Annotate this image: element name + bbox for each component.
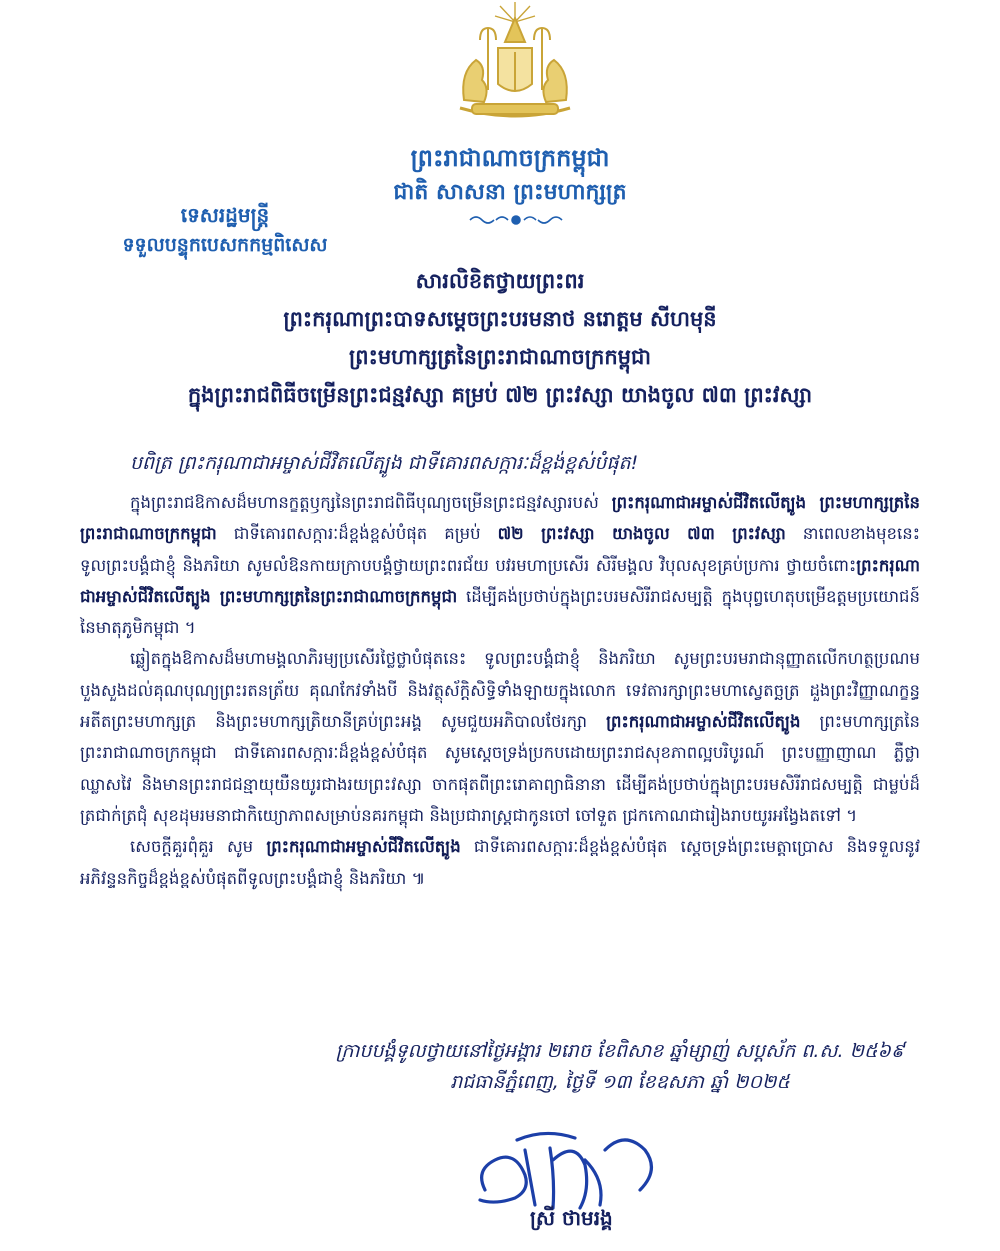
sender-title: ទេសរដ្ឋមន្ត្រី — [180, 203, 270, 227]
kingdom-header — [360, 140, 660, 210]
p3-text-c: ជាទីគោរពសក្ការៈដ៏ខ្ពង់ខ្ពស់បំផុត ស្តេចទ្រង់ព្រះមេត្តាប្រោស និងទទួលនូវអភិវន្ទនកិច្ចដ៏ខ្ពង់ខ្ពស់បំផុតពីទូលព្រះបង្គំជាខ្ញុំ និងភរិយា ៕ — [80, 837, 921, 888]
letter-title — [80, 262, 920, 414]
title-line-1: សារលិខិតថ្វាយព្រះពរ — [415, 269, 585, 293]
p3-text-a: សេចក្តីគួរពុំគួរ សូម — [130, 837, 267, 857]
p1-text-a: ក្នុងព្រះរាជឱកាសដ៏មហានក្ខត្តឫក្សនៃព្រះរាជពិធីបុណ្យចម្រើនព្រះជន្មវស្សារបស់ — [130, 493, 612, 512]
sender-office: ទទួលបន្ទុកបេសកកម្មពិសេស — [122, 234, 328, 256]
title-line-2: ព្រះករុណាព្រះបាទសម្តេចព្រះបរមនាថ នរោត្តម សីហមុនី — [283, 307, 717, 331]
signer-name: ស្រី ថាមរង្គ — [530, 1206, 613, 1230]
lunar-date-line: ក្រាបបង្គំទូលថ្វាយនៅថ្ងៃអង្គារ ២រោច ខែពិសាខ ឆ្នាំម្សាញ់ សប្តស័ក ព.ស. ២៥៦៩ — [335, 1040, 905, 1062]
kingdom-name: ព្រះរាជាណាចក្រកម្ពុជា — [410, 144, 610, 172]
title-line-4: ក្នុងព្រះរាជពិធីចម្រើនព្រះជន្មវស្សា គម្រប់ ៧២ ព្រះវស្សា យាងចូល ៧៣ ព្រះវស្សា — [187, 383, 813, 407]
p1-bold-b: ព្រះករុណាជាអម្ចាស់ជីវិតលើត្បូង ព្រះមហាក្សត្រនៃព្រះរាជាណាចក្រកម្ពុជា — [80, 493, 920, 544]
sender-block — [95, 200, 355, 260]
p3-bold-b: ព្រះករុណាជាអម្ចាស់ជីវិតលើត្បូង — [266, 837, 461, 857]
title-line-3: ព្រះមហាក្សត្រនៃព្រះរាជាណាចក្រកម្ពុជា — [349, 345, 651, 369]
dateline — [290, 1036, 950, 1098]
p2-text-c: ព្រះមហាក្សត្រនៃព្រះរាជាណាចក្រកម្ពុជា ជាទីគោរពសក្ការៈដ៏ខ្ពង់ខ្ពស់បំផុត សូមស្តេចទ្រង់ប្រកបដោយព្រះរាជសុខភាពល្អបរិបូរណ៍ ព្រះបញ្ញាញាណ ភ្លឺថ្លាឈ្លាសវៃ និងមានព្រះរាជជន្មាយុយឺនយូរជាងរយព្រះវស្សា ចាកផុតពីព្រះរោគាព្យាធិនានា ដើម្បីគង់ប្រថាប់ក្នុងព្រះបរមសិរីរាជសម្បត្តិ ជាម្លប់ដ៏ត្រជាក់ត្រជុំ សុខដុមរមនាជាកិយ្យោភាពសម្រាប់នគរកម្ពុជា និងប្រជារាស្ត្រជាកូនចៅ ចៅទួត ជ្រកកោណជារៀងរាបយូរអង្វែងតទៅ ។ — [80, 712, 921, 825]
paragraph-3 — [80, 831, 920, 894]
ornament-divider — [468, 212, 564, 228]
p1-bold-f: ព្រះករុណាជាអម្ចាស់ជីវិតលើត្បូង ព្រះមហាក្សត្រនៃព្រះរាជាណាចក្រកម្ពុជា — [80, 555, 920, 606]
p1-text-c: ជាទីគោរពសក្ការៈដ៏ខ្ពង់ខ្ពស់បំផុត គម្រប់ — [216, 524, 498, 544]
national-motto: ជាតិ សាសនា ព្រះមហាក្សត្រ — [393, 180, 627, 205]
salutation: បពិត្រ ព្រះករុណាជាអម្ចាស់ជីវិតលើត្បូង ជាទីគោរពសក្ការៈដ៏ខ្ពង់ខ្ពស់បំផុត! — [130, 452, 639, 474]
paragraph-1 — [80, 487, 920, 643]
paragraph-2 — [80, 643, 920, 831]
p2-bold-b: ព្រះករុណាជាអម្ចាស់ជីវិតលើត្បូង — [606, 712, 801, 732]
p1-text-e: នាពេលខាងមុខនេះ ទូលព្រះបង្គំជាខ្ញុំ និងភរិយា សូមលំឱនកាយក្រាបបង្គំថ្វាយព្រះពរជ័យ បវរមហាប្រសើរ សិរីមង្គល វិបុលសុខគ្រប់ប្រការ ថ្វាយចំពោះ — [80, 524, 920, 575]
p1-bold-d: ៧២ ព្រះវស្សា យាងចូល ៧៣ ព្រះវស្សា — [497, 524, 786, 544]
p2-text-a: ឆ្លៀតក្នុងឱកាសដ៏មហាមង្គលាភិរម្យប្រសើរថ្លៃថ្លាបំផុតនេះ ទូលព្រះបង្គំជាខ្ញុំ និងភរិយា សូមព្រះបរមរាជានុញ្ញាតលើកហត្ថប្រណមបួងសួងដល់គុណបុណ្យព្រះរតនត្រ័យ គុណកែវទាំងបី និងវត្ថុស័ក្តិសិទ្ធិទាំងឡាយក្នុងលោក ទេវតារក្សាព្រះមហាស្វេតច្ឆត្រ ដួងព្រះវិញ្ញាណក្ខន្ធអតីតព្រះមហាក្សត្រ និងព្រះមហាក្សត្រិយានីគ្រប់ព្រះអង្គ សូមជួយអភិបាលថែរក្សា — [80, 649, 920, 732]
letter-body — [80, 487, 920, 894]
place-date-line: រាជធានីភ្នំពេញ, ថ្ងៃទី ១៣ ខែឧសភា ឆ្នាំ ២០២៥ — [450, 1071, 790, 1093]
p1-text-g: ដើម្បីគង់ប្រថាប់ក្នុងព្រះបរមសិរីរាជសម្បត្តិ ក្នុងបុព្វហេតុបម្រើឧត្តមប្រយោជន៍នៃមាតុភូមិកម្ពុជា ។ — [80, 586, 920, 638]
royal-coat-of-arms-emblem — [450, 0, 580, 125]
